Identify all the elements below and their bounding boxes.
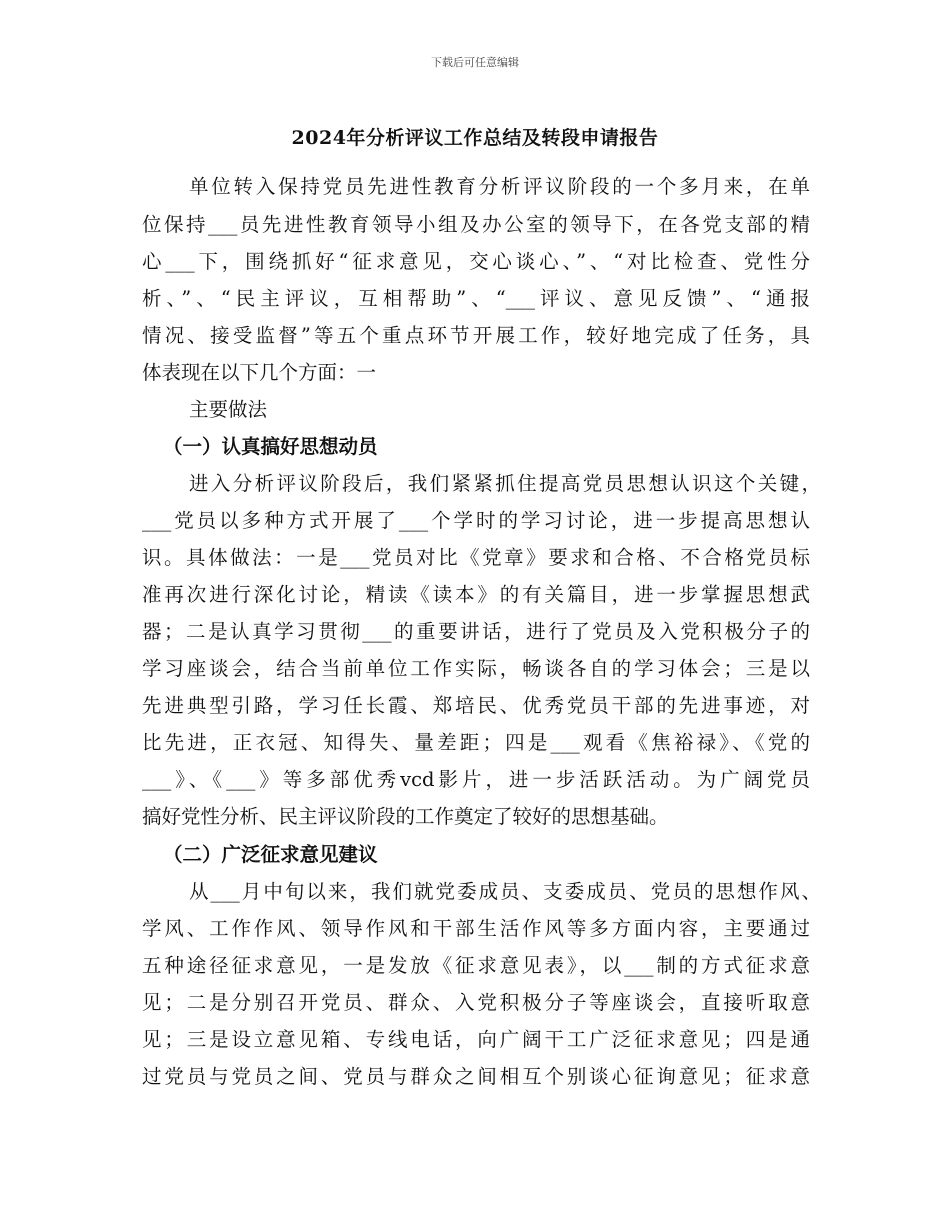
document-title: 2024年分析评议工作总结及转段申请报告 [291, 127, 659, 149]
body-line: 五种途径征求意见，一是发放《征求意见表》，以___制的方式征求意 [142, 954, 810, 977]
header-note: 下载后可任意编辑 [431, 56, 519, 69]
body-line: 搞好党性分析、民主评议阶段的工作奠定了较好的思想基础。 [142, 805, 669, 828]
body-line: 见；二是分别召开党员、群众、入党积极分子等座谈会，直接听取意 [142, 991, 810, 1014]
body-line: 先进典型引路，学习任长霞、郑培民、优秀党员干部的先进事迹，对 [142, 694, 810, 717]
section-heading: 主要做法 [189, 398, 268, 421]
body-line: 学习座谈会，结合当前单位工作实际，畅谈各自的学习体会；三是以 [142, 657, 810, 680]
body-line: 体表现在以下几个方面：一 [142, 361, 377, 384]
body-line: 准再次进行深化讨论，精读《读本》的有关篇目，进一步掌握思想武 [142, 583, 810, 606]
body-line: 析、”、“民主评议，互相帮助”、“___评议、意见反馈”、“通报 [142, 287, 810, 310]
subsection-heading: （二）广泛征求意见建议 [163, 843, 378, 866]
body-line: 情况、接受监督”等五个重点环节开展工作，较好地完成了任务，具 [142, 324, 810, 347]
body-line: 心___下，围绕抓好“征求意见，交心谈心、”、“对比检查、党性分 [142, 250, 810, 273]
body-line: 过党员与党员之间、党员与群众之间相互个别谈心征询意见；征求意 [142, 1065, 810, 1088]
body-line: 器；二是认真学习贯彻___的重要讲话，进行了党员及入党积极分子的 [142, 620, 810, 643]
body-line: 比先进，正衣冠、知得失、量差距；四是___观看《焦裕禄》、《党的 [142, 731, 810, 754]
body-line: ___》、《___》等多部优秀vcd影片，进一步活跃活动。为广阔党员 [142, 768, 810, 791]
body-line: ___党员以多种方式开展了___个学时的学习讨论，进一步提高思想认 [142, 509, 810, 532]
body-line: 位保持___员先进性教育领导小组及办公室的领导下，在各党支部的精 [142, 213, 810, 236]
body-line: 见；三是设立意见箱、专线电话，向广阔干工广泛征求意见；四是通 [142, 1028, 810, 1051]
subsection-heading: （一）认真搞好思想动员 [163, 435, 378, 458]
body-line: 从___月中旬以来，我们就党委成员、支委成员、党员的思想作风、 [189, 880, 821, 903]
body-line: 学风、工作作风、领导作风和干部生活作风等多方面内容，主要通过 [142, 917, 810, 940]
body-line: 进入分析评议阶段后，我们紧紧抓住提高党员思想认识这个关键， [189, 472, 821, 495]
body-line: 单位转入保持党员先进性教育分析评议阶段的一个多月来，在单 [189, 175, 810, 198]
body-line: 识。具体做法：一是___党员对比《党章》要求和合格、不合格党员标 [142, 546, 810, 569]
